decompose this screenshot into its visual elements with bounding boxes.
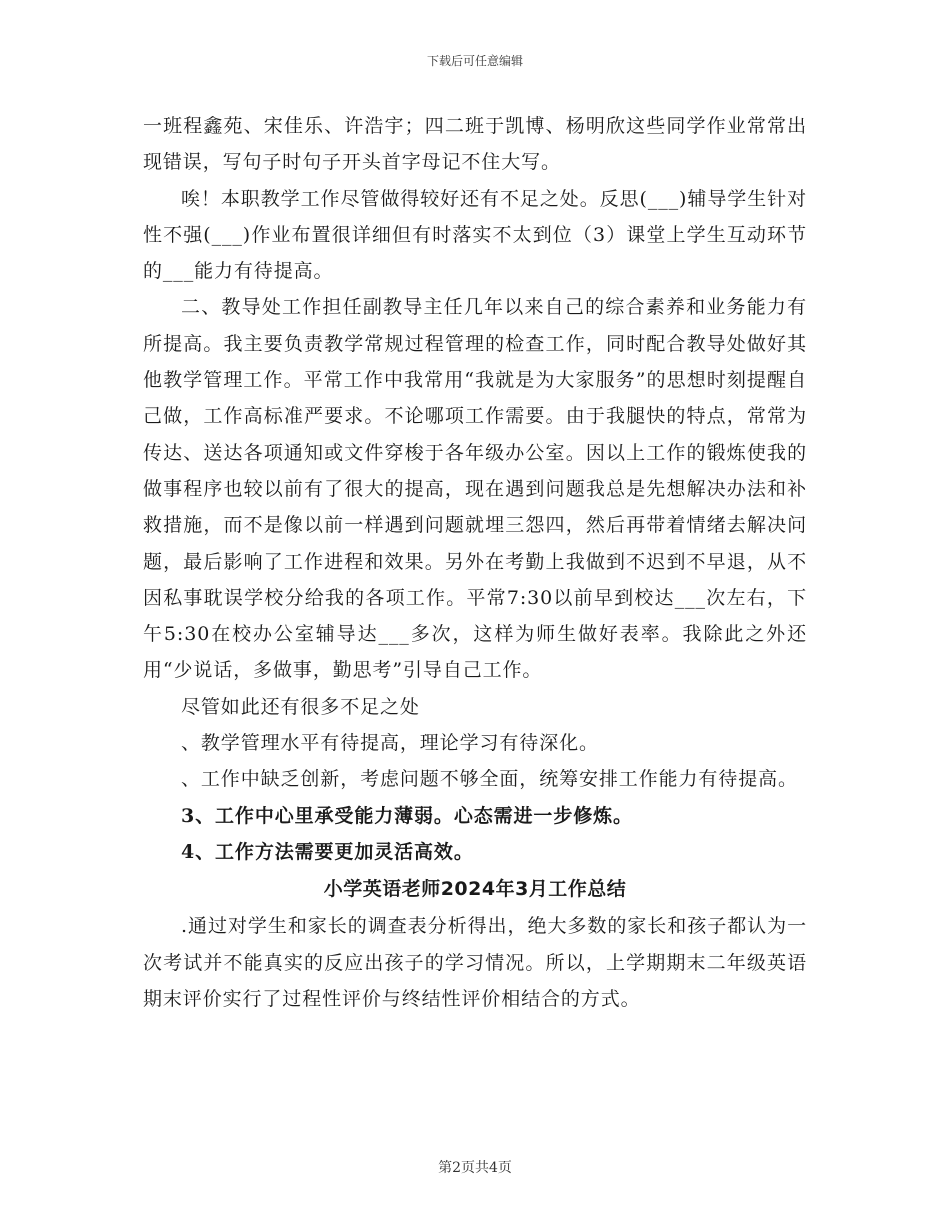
- document-body: [143, 108, 807, 1017]
- paragraph-shortcoming-3: 3、工作中心里承受能力薄弱。心态需进一步修炼。: [181, 804, 633, 827]
- paragraph-academic-affairs-work: 二、教导处工作担任副教导主任几年以来自己的综合素养和业务能力有所提高。我主要负责教学常规过程管理的检查工作，同时配合教导处做好其他教学管理工作。平常工作中我常用“我就是为大家服务”的思想时刻提醒自己做，工作高标准严要求。不论哪项工作需要。由于我腿快的特点，常常为传达、送达各项通知或文件穿梭于各年级办公室。因以上工作的锻炼使我的做事程序也较以前有了很大的提高，现在遇到问题我总是先想解决办法和补救措施，而不是像以前一样遇到问题就埋三怨四，然后再带着情绪去解决问题，最后影响了工作进程和效果。另外在考勤上我做到不迟到不早退，从不因私事耽误学校分给我的各项工作。平常7:30以前早到校达___次左右，下午5:30在校办公室辅导达___多次，这样为师生做好表率。我除此之外还用“少说话，多做事，勤思考”引导自己工作。: [143, 296, 807, 682]
- paragraph-shortcomings-intro: 尽管如此还有很多不足之处: [181, 695, 420, 718]
- paragraph-shortcoming-1: 、教学管理水平有待提高，理论学习有待深化。: [181, 732, 599, 755]
- section-title: 小学英语老师2024年3月工作总结: [323, 878, 627, 901]
- paragraph-student-errors: 一班程鑫苑、宋佳乐、许浩宇；四二班于凯博、杨明欣这些同学作业常常出现错误，写句子时句子开头首字母记不住大写。: [143, 115, 807, 174]
- page-header: 下载后可任意编辑: [426, 54, 523, 68]
- paragraph-survey-analysis: .通过对学生和家长的调查表分析得出，绝大多数的家长和孩子都认为一次考试并不能真实的反应出孩子的学习情况。所以，上学期期末二年级英语期末评价实行了过程性评价与终结性评价相结合的方式。: [143, 915, 807, 1010]
- paragraph-teaching-reflection: 唉！本职教学工作尽管做得较好还有不足之处。反思(___)辅导学生针对性不强(___)作业布置很详细但有时落实不太到位（3）课堂上学生互动环节的___能力有待提高。: [143, 187, 807, 283]
- paragraph-shortcoming-2: 、工作中缺乏创新，考虑问题不够全面，统筹安排工作能力有待提高。: [181, 768, 798, 791]
- paragraph-shortcoming-4: 4、工作方法需要更加灵活高效。: [181, 840, 474, 863]
- page-footer: 第2页共4页: [438, 1160, 512, 1176]
